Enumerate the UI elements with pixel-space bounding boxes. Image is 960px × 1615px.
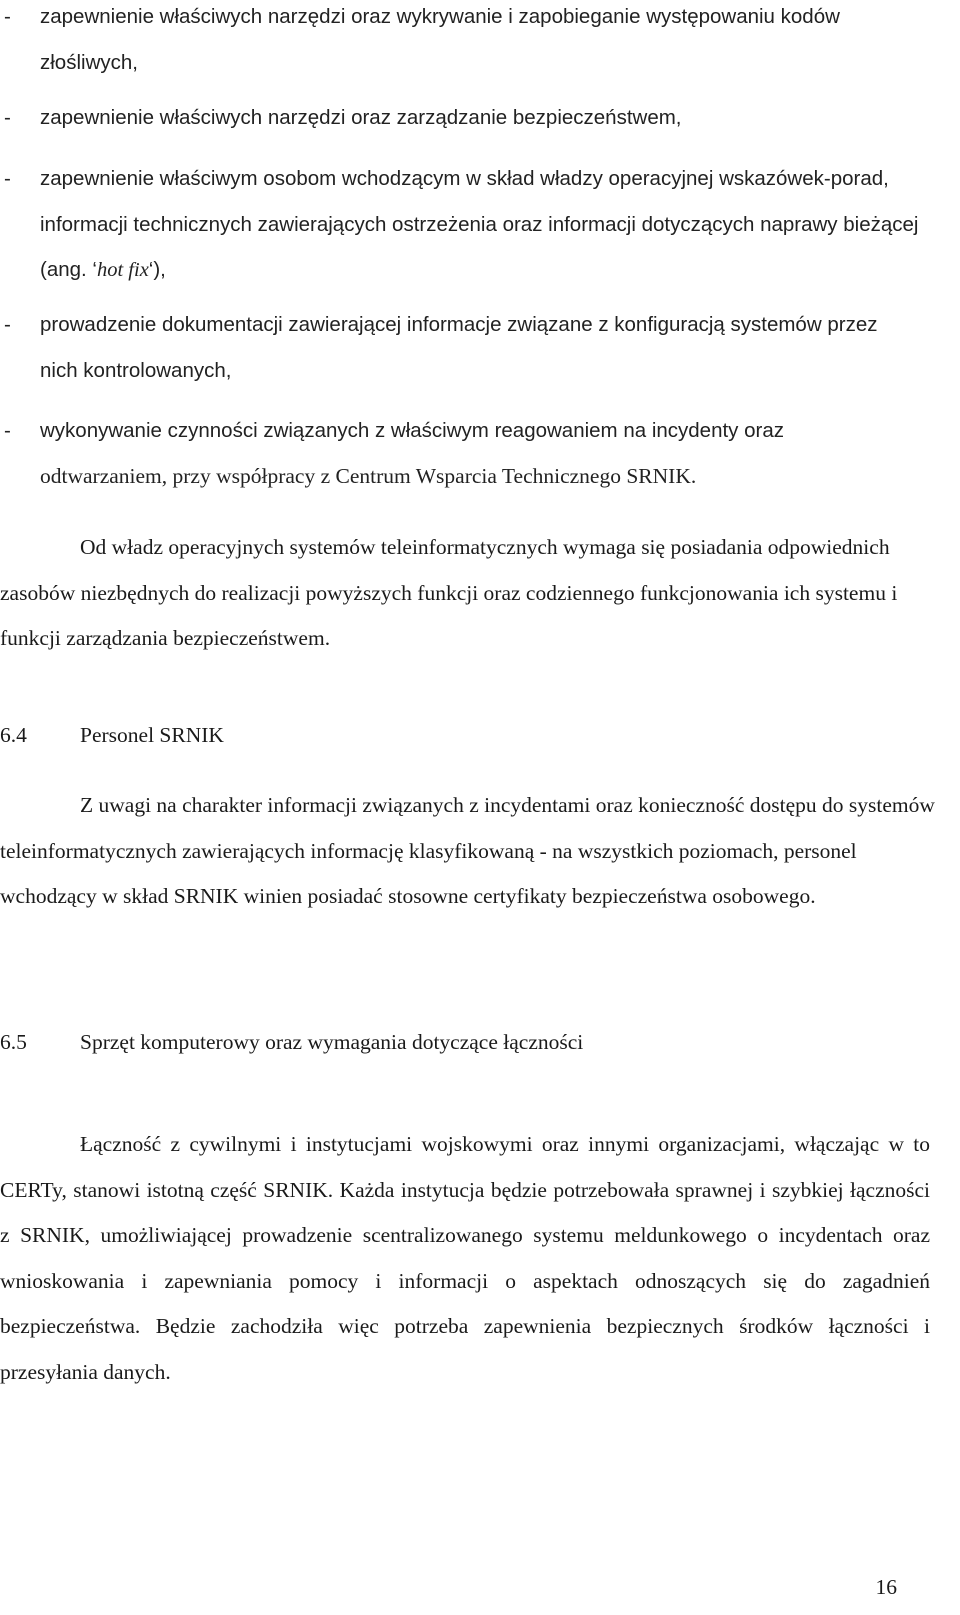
list-item-text: zapewnienie właściwych narzędzi oraz wykrywanie i zapobieganie występowaniu kodów złośliwych, [40, 5, 840, 74]
section-title: Sprzęt komputerowy oraz wymagania dotyczące łączności [80, 1030, 584, 1054]
dash-marker: - [4, 313, 11, 336]
section-number: 6.4 [0, 723, 27, 747]
list-item-text: zapewnienie właściwym osobom wchodzącym w skład władzy operacyjnej wskazówek-porad, informacji technicznych zawierających ostrzeżenia oraz informacji dotyczących naprawy bieżącej (ang. ‘ [40, 167, 919, 281]
dash-marker: - [4, 5, 11, 28]
list-item [0, 302, 920, 393]
section-heading [0, 720, 224, 750]
list-item-text: wykonywanie czynności związanych z właściwym reagowaniem na incydenty oraz [40, 419, 785, 442]
section-number: 6.5 [0, 1030, 27, 1054]
list-item [0, 408, 940, 499]
page-number: 16 [875, 1575, 897, 1599]
section-title: Personel SRNIK [80, 723, 224, 747]
list-item-text-end: ‘), [148, 258, 166, 281]
list-item-italic-term: hot fix [96, 259, 149, 281]
section-heading [0, 1027, 583, 1057]
list-item [0, 0, 920, 85]
list-item-text: prowadzenie dokumentacji zawierającej informacje związane z konfiguracją systemów przez nich kontrolowanych, [40, 313, 878, 382]
list-item [0, 156, 920, 294]
list-item [0, 95, 920, 141]
list-item-text: zapewnienie właściwych narzędzi oraz zarządzanie bezpieczeństwem, [40, 106, 682, 129]
dash-marker: - [4, 167, 11, 190]
body-paragraph: Łączność z cywilnymi i instytucjami wojskowymi oraz innymi organizacjami, włączając w to CERTy, stanowi istotną część SRNIK. Każda instytucja będzie potrzebowała sprawnej i szybkiej łączności z SRNIK, umożliwiającej prowadzenie scentralizowanego systemu meldunkowego o incydentach oraz wnioskowania i zapewniania pomocy i informacji o aspektach odnoszących się do zagadnień bezpieczeństwa. Będzie zachodziła więc potrzeba zapewnienia bezpiecznych środków łączności i przesyłania danych. [0, 1132, 930, 1384]
body-paragraph: Z uwagi na charakter informacji związanych z incydentami oraz konieczność dostępu do systemów teleinformatycznych zawierających informację klasyfikowaną - na wszystkich poziomach, personel wchodzący w skład SRNIK winien posiadać stosowne certyfikaty bezpieczeństwa osobowego. [0, 793, 935, 908]
dash-marker: - [4, 419, 11, 442]
dash-marker: - [4, 106, 11, 129]
list-item-text-tail: odtwarzaniem, przy współpracy z Centrum Wsparcia Technicznego SRNIK. [40, 463, 697, 488]
body-paragraph: Od władz operacyjnych systemów teleinformatycznych wymaga się posiadania odpowiednich zasobów niezbędnych do realizacji powyższych funkcji oraz codziennego funkcjonowania ich systemu i funkcji zarządzania bezpieczeństwem. [0, 535, 898, 650]
